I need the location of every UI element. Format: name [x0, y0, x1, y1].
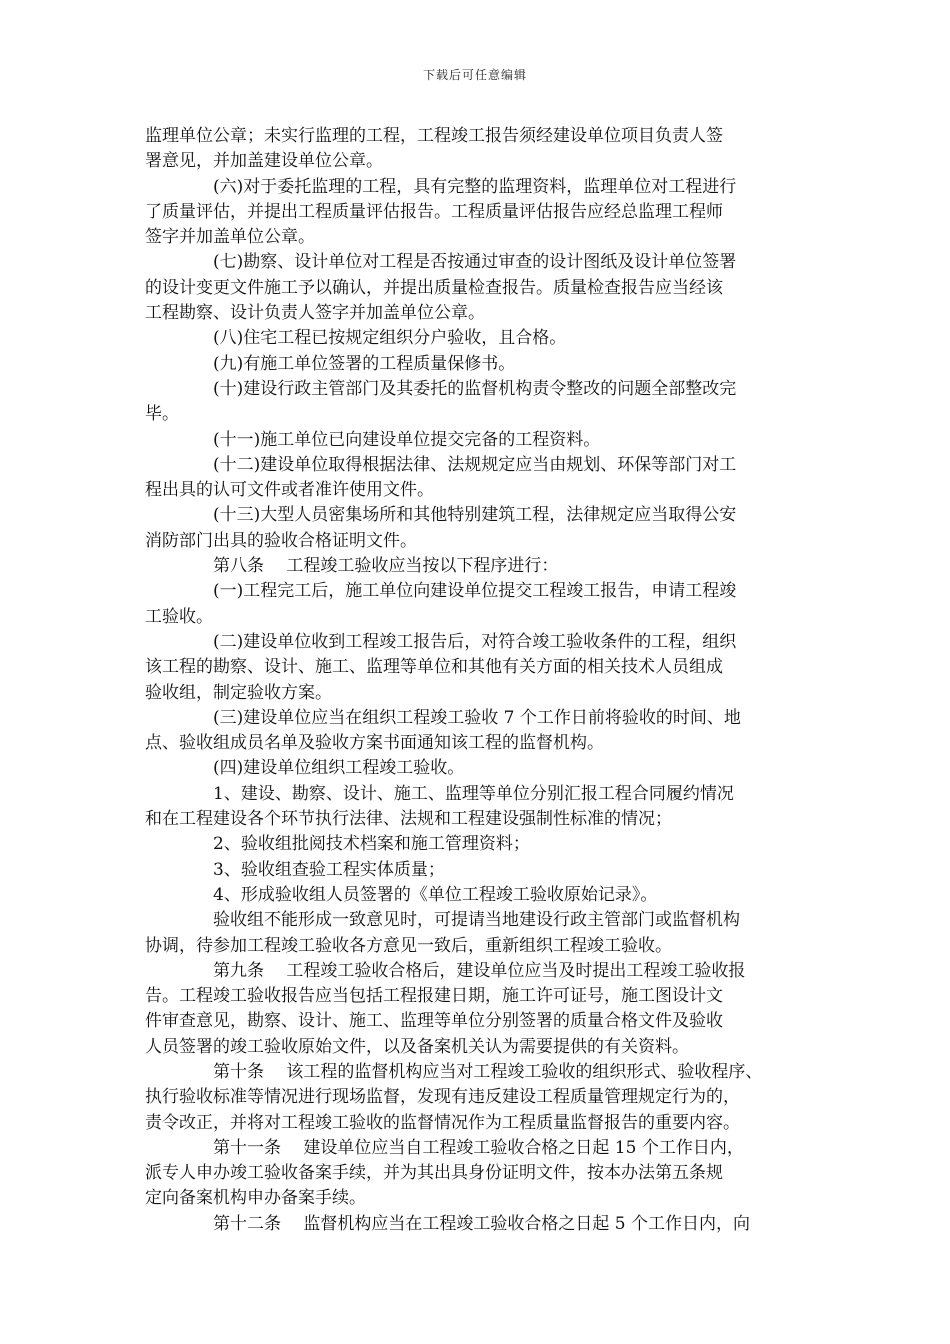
- text-line: 工程勘察、设计负责人签字并加盖单位公章。: [145, 303, 485, 324]
- text-line: 协调，待参加工程竣工验收各方意见一致后，重新组织工程竣工验收。: [145, 935, 672, 956]
- text-line: 定向备案机构申办备案手续。: [145, 1188, 366, 1209]
- text-line: 3、验收组查验工程实体质量；: [213, 859, 445, 880]
- text-line: 签字并加盖单位公章。: [145, 227, 315, 248]
- text-line: (四)建设单位组织工程竣工验收。: [213, 758, 465, 779]
- text-line: 了质量评估，并提出工程质量评估报告。工程质量评估报告应经总监理工程师: [145, 201, 723, 222]
- text-line: (一)工程完工后，施工单位向建设单位提交工程竣工报告，申请工程竣: [213, 581, 737, 602]
- page-header: 下载后可任意编辑: [422, 68, 527, 82]
- text-line: 和在工程建设各个环节执行法律、法规和工程建设强制性标准的情况；: [145, 809, 672, 830]
- text-line: 验收组不能形成一致意见时，可提请当地建设行政主管部门或监督机构: [213, 910, 740, 931]
- text-line: 人员签署的竣工验收原始文件，以及备案机关认为需要提供的有关资料。: [145, 1036, 689, 1057]
- text-line: (十)建设行政主管部门及其委托的监督机构责令整改的问题全部整改完: [213, 378, 737, 399]
- text-line: 的设计变更文件施工予以确认，并提出质量检查报告。质量检查报告应当经该: [145, 277, 723, 298]
- text-line: 监理单位公章；未实行监理的工程，工程竣工报告须经建设单位项目负责人签: [145, 126, 723, 146]
- text-line: 执行验收标准等情况进行现场监督，发现有违反建设工程质量管理规定行为的，: [145, 1087, 740, 1108]
- text-line: 第十一条 建设单位应当自工程竣工验收合格之日起 15 个工作日内，: [213, 1137, 744, 1158]
- text-line: 4、形成验收组人员签署的《单位工程竣工验收原始记录》。: [213, 884, 658, 905]
- text-line: (十三)大型人员密集场所和其他特别建筑工程，法律规定应当取得公安: [213, 505, 737, 526]
- text-line: 该工程的勘察、设计、施工、监理等单位和其他有关方面的相关技术人员组成: [145, 657, 723, 678]
- text-line: 1、建设、勘察、设计、施工、监理等单位分别汇报工程合同履约情况: [213, 783, 734, 804]
- text-line: (二)建设单位收到工程竣工报告后，对符合竣工验收条件的工程，组织: [213, 631, 737, 652]
- text-line: 工验收。: [145, 606, 213, 627]
- text-line: 消防部门出具的验收合格证明文件。: [145, 530, 417, 551]
- text-line: 署意见，并加盖建设单位公章。: [145, 151, 383, 172]
- text-line: 件审查意见，勘察、设计、施工、监理等单位分别签署的质量合格文件及验收: [145, 1011, 723, 1032]
- text-line: 派专人申办竣工验收备案手续，并为其出具身份证明文件，按本办法第五条规: [145, 1163, 723, 1184]
- text-line: 程出具的认可文件或者准许使用文件。: [145, 480, 434, 501]
- text-line: (七)勘察、设计单位对工程是否按通过审查的设计图纸及设计单位签署: [213, 252, 737, 273]
- document-body: [145, 124, 810, 1237]
- text-line: 2、验收组批阅技术档案和施工管理资料；: [213, 834, 530, 855]
- text-line: 第十二条 监督机构应当在工程竣工验收合格之日起 5 个工作日内，向: [213, 1213, 751, 1234]
- text-line: 第九条 工程竣工验收合格后，建设单位应当及时提出工程竣工验收报: [213, 960, 746, 981]
- text-line: 毕。: [145, 404, 179, 425]
- text-line: 验收组，制定验收方案。: [145, 682, 332, 703]
- text-line: 第八条 工程竣工验收应当按以下程序进行：: [213, 556, 559, 577]
- text-line: (十二)建设单位取得根据法律、法规规定应当由规划、环保等部门对工: [213, 454, 737, 475]
- text-line: (三)建设单位应当在组织工程竣工验收 7 个工作日前将验收的时间、地: [213, 707, 741, 728]
- text-line: 告。工程竣工验收报告应当包括工程报建日期，施工许可证号，施工图设计文: [145, 986, 723, 1007]
- text-line: (十一)施工单位已向建设单位提交完备的工程资料。: [213, 429, 601, 450]
- text-line: (八)住宅工程已按规定组织分户验收，且合格。: [213, 328, 567, 349]
- text-line: 第十条 该工程的监督机构应当对工程竣工验收的组织形式、验收程序、: [213, 1061, 763, 1082]
- text-line: 责令改正，并将对工程竣工验收的监督情况作为工程质量监督报告的重要内容。: [145, 1112, 740, 1133]
- text-line: (六)对于委托监理的工程，具有完整的监理资料，监理单位对工程进行: [213, 176, 737, 197]
- text-line: 点、验收组成员名单及验收方案书面通知该工程的监督机构。: [145, 733, 604, 754]
- text-line: (九)有施工单位签署的工程质量保修书。: [213, 353, 516, 374]
